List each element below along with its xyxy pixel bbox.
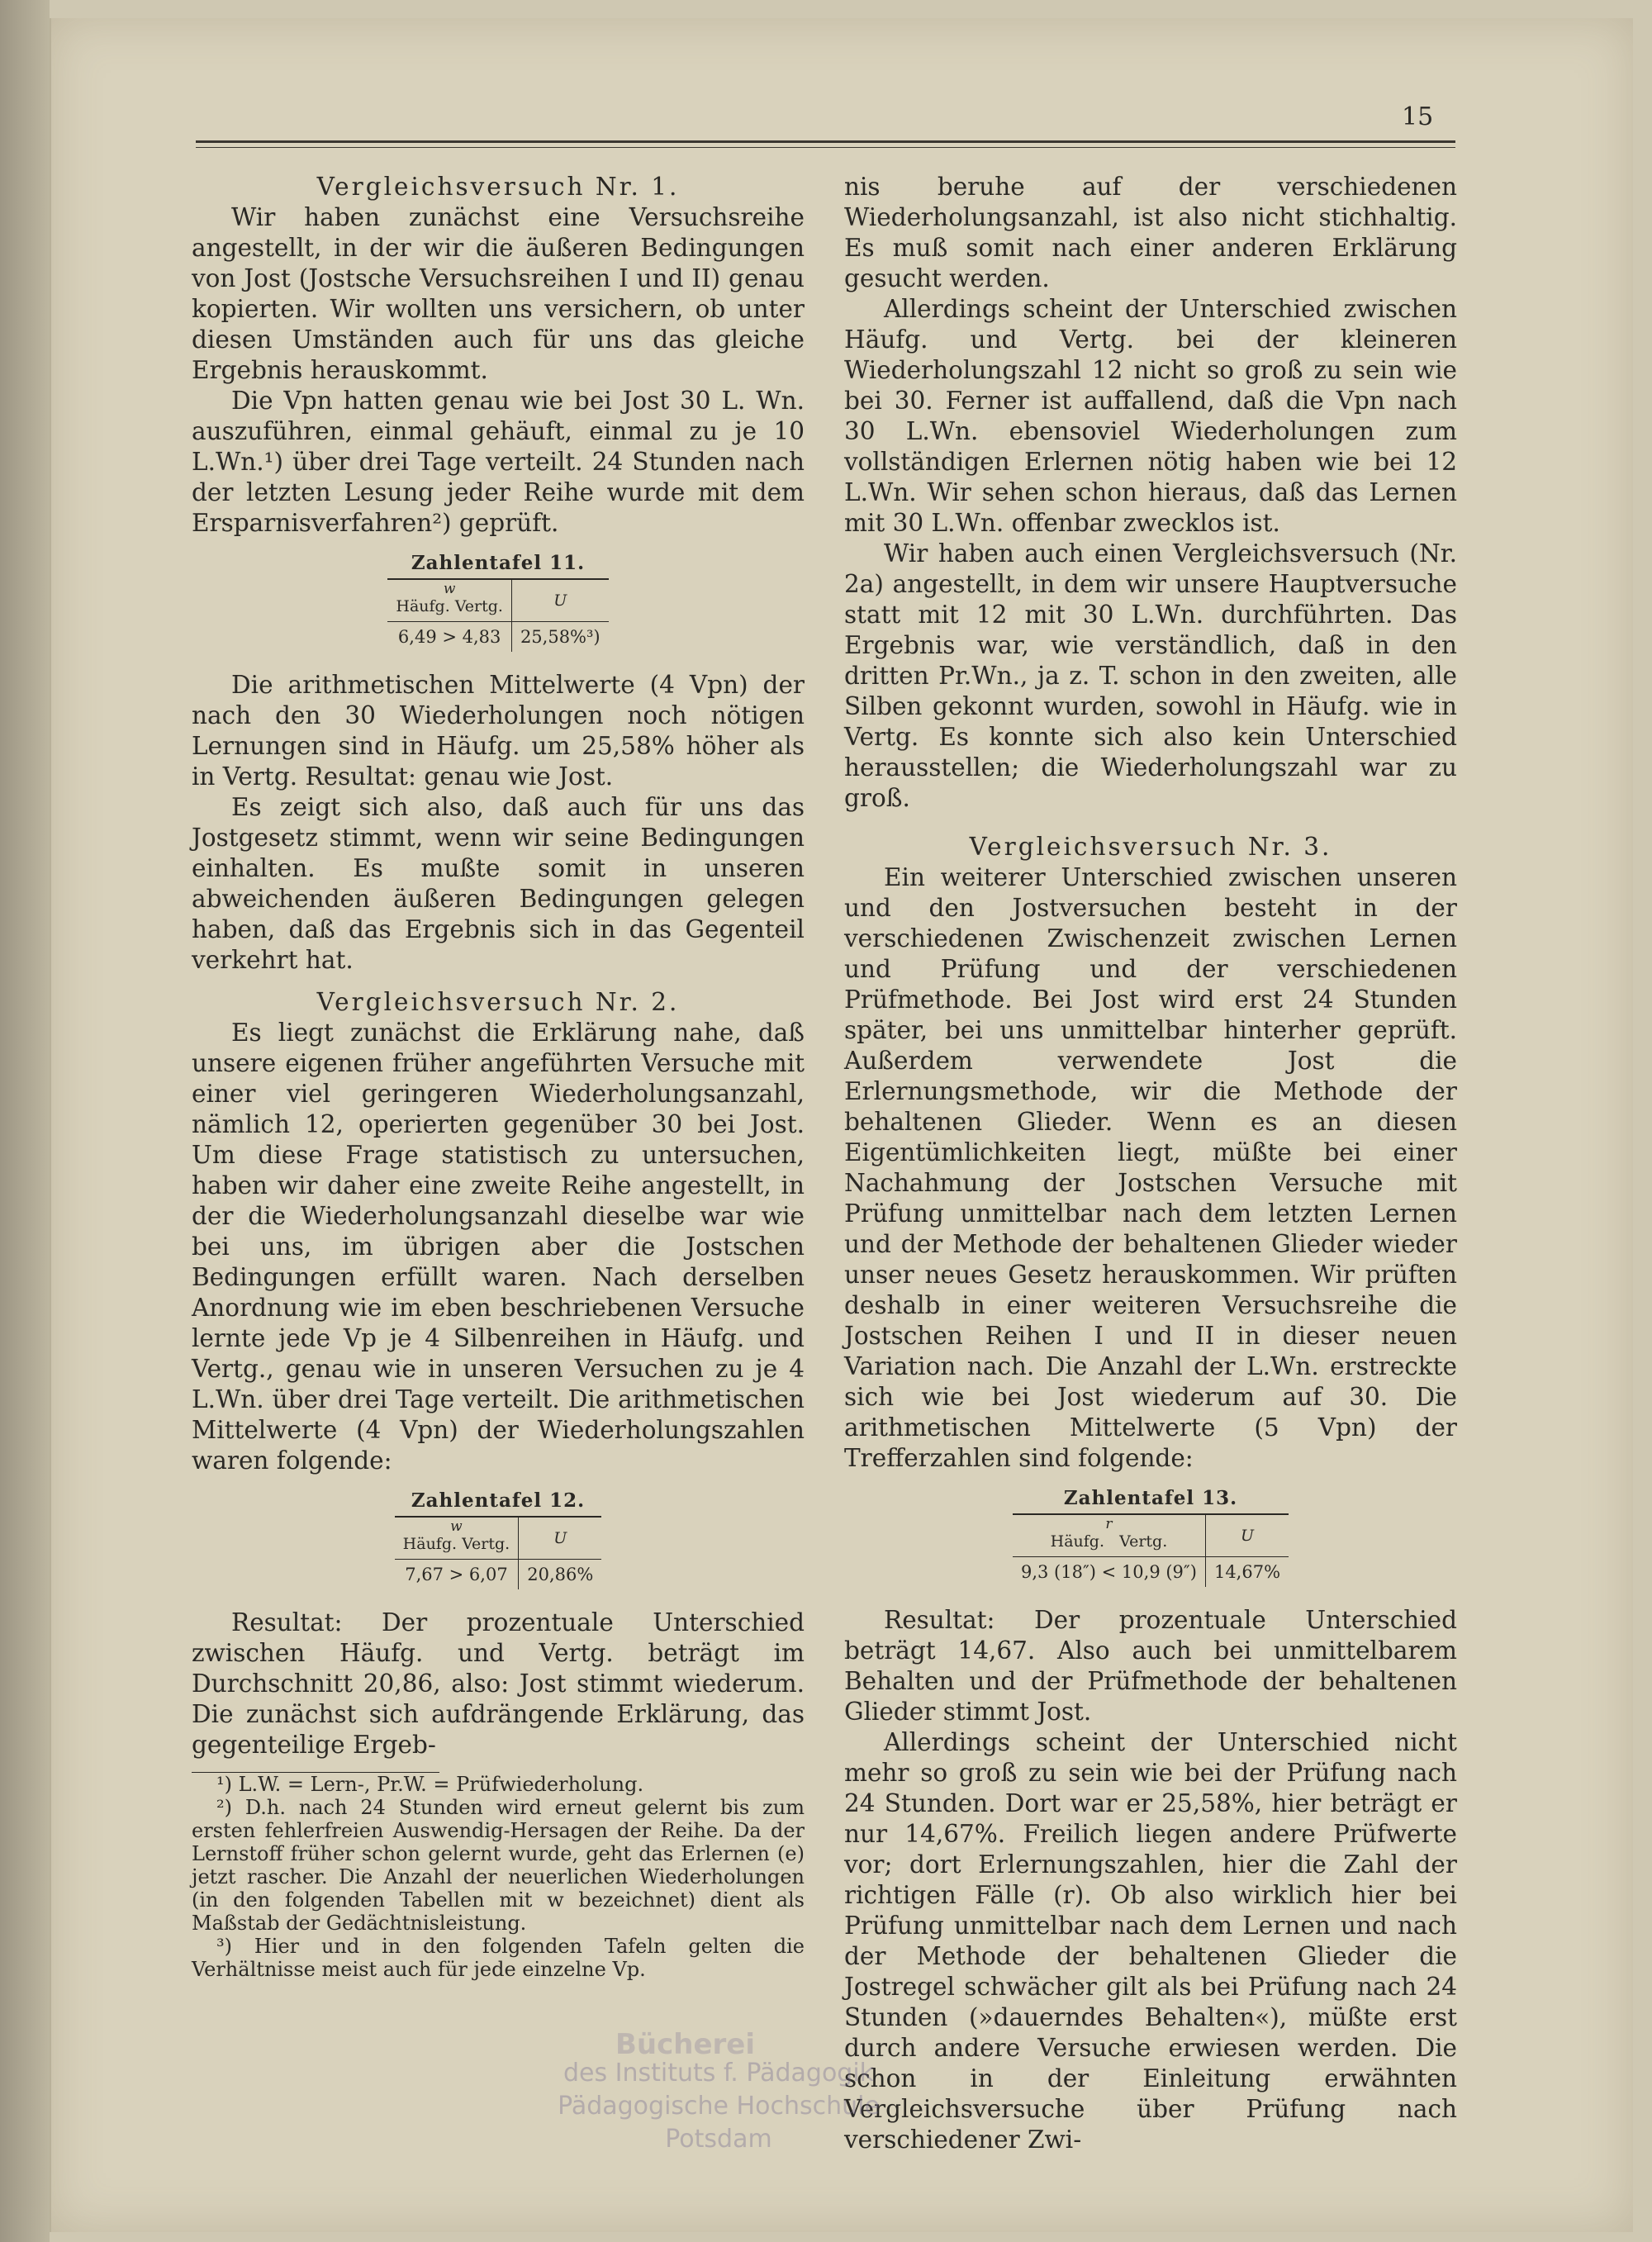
page-number: 15	[1402, 102, 1434, 131]
paragraph: Allerdings scheint der Unterschied zwischen Häufg. und Vertg. bei der kleineren Wiederholungszahl 12 nicht so groß zu sein wie bei 30. Ferner ist auffallend, daß die Vpn nach 30 L.Wn. ebensoviel Wiederholungen zum vollständigen Erlernen nötig haben wie bei 12 L.Wn. Wir sehen schon hieraus, daß das Lernen mit 30 L.Wn. offenbar zwecklos ist.	[844, 295, 1457, 537]
header-rule-thin	[196, 147, 1455, 148]
paragraph: Allerdings scheint der Unterschied nicht mehr so groß zu sein wie bei der Prüfung nach 24 Stunden. Dort war er 25,58%, hier beträgt er nur 14,67%. Freilich liegen andere Prüfwerte vor; dort Erlernungszahlen, hier die Zahl der richtigen Fälle (r). Ob also wirklich hier bei Prüfung unmittelbar nach dem Lernen und nach der Methode der behaltenen Glieder die Jostregel schwächer gilt als bei Prüfung nach 24 Stunden (»dauerndes Behalten«), müßte erst durch andere Versuche erwiesen werden. Die schon in der Einleitung erwähnten Vergleichsversuche über Prüfung nach verschiedener Zwi-	[844, 1728, 1457, 2154]
footnote: ¹) L.W. = Lern-, Pr.W. = Prüfwiederholung.	[216, 1773, 644, 1796]
table-header-cell: U	[511, 579, 608, 622]
paragraph: Die Vpn hatten genau wie bei Jost 30 L. Wn. auszuführen, einmal gehäuft, einmal zu je 10 L.Wn.¹) über drei Tage verteilt. 24 Stunden nach der letzten Lesung jeder Reihe wurde mit dem Ersparnisverfahren²) geprüft.	[192, 387, 805, 537]
library-stamp-title: Bücherei	[615, 2028, 756, 2061]
paragraph: Die arithmetischen Mittelwerte (4 Vpn) der nach den 30 Wiederholungen noch nötigen Lernungen sind in Häufg. um 25,58% höher als in Vertg. Resultat: genau wie Jost.	[192, 671, 805, 791]
paragraph: Es liegt zunächst die Erklärung nahe, daß unsere eigenen früher angeführten Versuche mit einer viel geringeren Wiederholungsanzahl, nämlich 12, operierten gegenüber 30 bei Jost. Um diese Frage statistisch zu untersuchen, haben wir daher eine zweite Reihe angestellt, in der die Wiederholungsanzahl dieselbe war wie bei uns, im übrigen aber die Jostschen Bedingungen erfüllt waren. Nach derselben Anordnung wie im eben beschriebenen Versuche lernte jede Vp je 4 Silbenreihen in Häufg. und Vertg., genau wie in unseren Versuchen zu je 4 L.Wn. über drei Tage verteilt. Die arithmetischen Mittelwerte (4 Vpn) der Wiederholungszahlen waren folgende:	[192, 1019, 805, 1475]
table-header-cell: U	[1205, 1514, 1289, 1557]
number-table-11	[192, 552, 805, 652]
table-header-cell: w Häufg. Vertg.	[395, 1517, 519, 1560]
right-column	[844, 172, 1457, 2155]
table-header-cell: U	[519, 1517, 602, 1560]
table-caption: Zahlentafel 13.	[1063, 1487, 1238, 1509]
number-table-13	[844, 1487, 1457, 1587]
paragraph: Resultat: Der prozentuale Unterschied zwischen Häufg. und Vertg. beträgt im Durchschnitt 20,86, also: Jost stimmt wiederum. Die zunächst sich aufdrängende Erklärung, das gegenteilige Ergeb-	[192, 1608, 805, 1759]
book-spine	[0, 0, 50, 2242]
number-table-12	[192, 1489, 805, 1589]
footnote: ²) D.h. nach 24 Stunden wird erneut gelernt bis zum ersten fehlerfreien Auswendig-Hersagen der Reihe. Da der Lernstoff früher schon gelernt wurde, geht das Erlernen (e) jetzt rascher. Die Anzahl der neuerlichen Wiederholungen (in den folgenden Tabellen mit w bezeichnet) dient als Maßstab der Gedächtnisleistung.	[192, 1796, 805, 1935]
footnotes	[192, 1773, 805, 1981]
table-cell: 25,58%³)	[511, 622, 608, 653]
paragraph: nis beruhe auf der verschiedenen Wiederholungsanzahl, ist also nicht stichhaltig. Es muß somit nach einer anderen Erklärung gesucht werden.	[844, 173, 1457, 292]
table-caption: Zahlentafel 11.	[411, 552, 586, 574]
table-cell: 20,86%	[519, 1560, 602, 1590]
header-rule	[196, 140, 1455, 143]
paragraph: Wir haben zunächst eine Versuchsreihe angestellt, in der wir die äußeren Bedingungen von Jost (Jostsche Versuchsreihen I und II) genau kopierten. Wir wollten uns versichern, ob unter diesen Umständen auch für uns das gleiche Ergebnis herauskommt.	[192, 203, 805, 384]
section-heading: Vergleichsversuch Nr. 1.	[316, 173, 680, 201]
paragraph: Es zeigt sich also, daß auch für uns das Jostgesetz stimmt, wenn wir seine Bedingungen einhalten. Es mußte somit in unseren abweichenden äußeren Bedingungen gelegen haben, daß das Ergebnis sich in das Gegenteil verkehrt hat.	[192, 793, 805, 974]
library-stamp	[529, 2057, 909, 2156]
table-cell: 7,67 > 6,07	[405, 1565, 508, 1584]
section-heading: Vergleichsversuch Nr. 3.	[969, 833, 1332, 861]
table-header-cell: w Häufg. Vertg.	[387, 579, 511, 622]
stamp-line: Pädagogische Hochschule Potsdam	[558, 2092, 880, 2154]
footnote: ³) Hier und in den folgenden Tafeln gelten die Verhältnisse meist auch für jede einzelne Vp.	[192, 1935, 805, 1981]
table-cell: 9,3 (18″) < 10,9 (9″)	[1020, 1562, 1197, 1582]
table-header-cell: r Häufg. Vertg.	[1013, 1514, 1206, 1557]
stamp-line: des Instituts f. Pädagogik	[563, 2059, 875, 2088]
section-heading: Vergleichsversuch Nr. 2.	[316, 988, 680, 1016]
table-cell: 14,67%	[1205, 1557, 1289, 1588]
paragraph: Ein weiterer Unterschied zwischen unseren und den Jostversuchen besteht in der verschiedenen Zwischenzeit zwischen Lernen und Prüfung und der verschiedenen Prüfmethode. Bei Jost wird erst 24 Stunden später, bei uns unmittelbar hinterher geprüft. Außerdem verwendete Jost die Erlernungsmethode, wir die Methode der behaltenen Glieder. Wenn es an diesen Eigentümlichkeiten liegt, müßte bei einer Nachahmung der Jostschen Versuche mit Prüfung unmittelbar nach dem letzten Lernen und der Methode der behaltenen Glieder wieder unser neues Gesetz herauskommen. Wir prüften deshalb in einer weiteren Versuchsreihe die Jostschen Reihen I und II in dieser neuen Variation nach. Die Anzahl der L.Wn. erstreckte sich wie bei Jost wiederum auf 30. Die arithmetischen Mittelwerte (5 Vpn) der Trefferzahlen sind folgende:	[844, 863, 1457, 1472]
table-caption: Zahlentafel 12.	[411, 1489, 586, 1512]
paragraph: Wir haben auch einen Vergleichsversuch (Nr. 2a) angestellt, in dem wir unsere Hauptversuche statt mit 12 mit 30 L.Wn. durchführten. Das Ergebnis war, wie verständlich, daß in den dritten Pr.Wn., ja z. T. schon in den zweiten, alle Silben gekonnt wurden, sowohl in Häufg. wie in Vertg. Es konnte sich also kein Unterschied herausstellen; die Wiederholungszahl war zu groß.	[844, 539, 1457, 812]
paragraph: Resultat: Der prozentuale Unterschied beträgt 14,67. Also auch bei unmittelbarem Behalten und der Prüfmethode der behaltenen Glieder stimmt Jost.	[844, 1606, 1457, 1726]
left-column	[192, 172, 805, 1981]
table-cell: 6,49 > 4,83	[397, 627, 501, 647]
